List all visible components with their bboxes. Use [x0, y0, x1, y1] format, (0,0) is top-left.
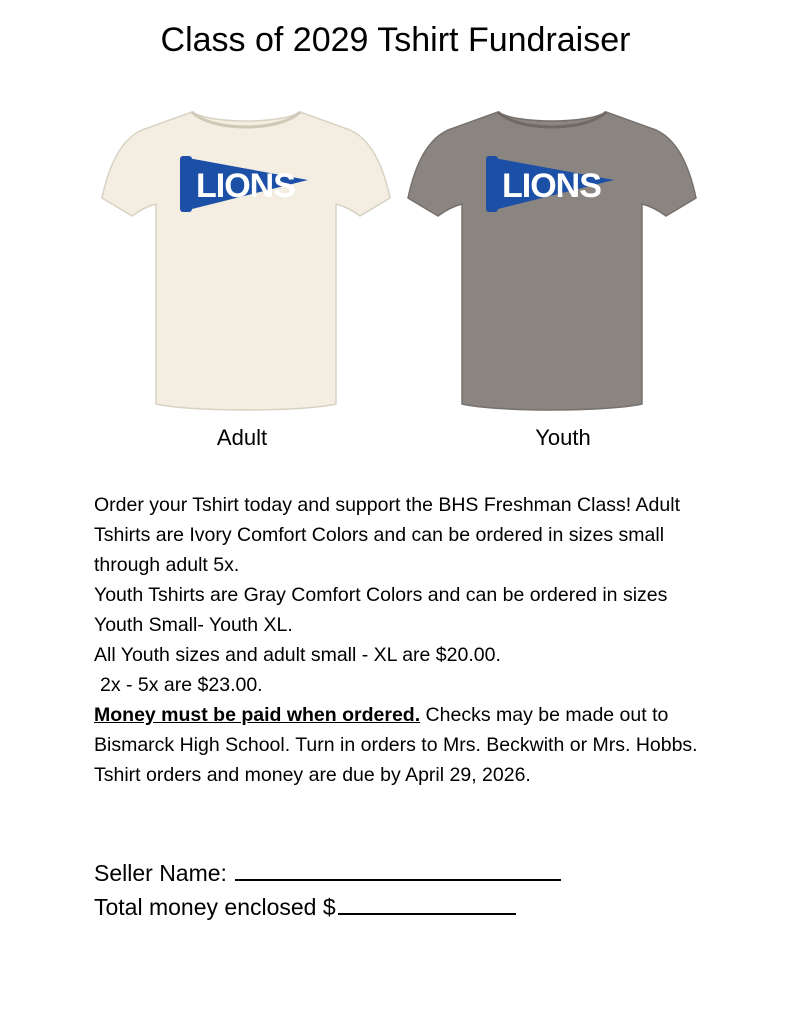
- order-form: [94, 856, 714, 924]
- money-enclosed-row: [94, 890, 714, 924]
- seller-name-blank[interactable]: [235, 857, 561, 881]
- logo-text: LIONS: [196, 167, 295, 205]
- youth-caption: Youth: [535, 425, 591, 450]
- adult-shirt-image: [100, 98, 392, 414]
- shirt-body: [408, 112, 696, 410]
- youth-shirt-image: [406, 98, 698, 414]
- price-line-2x-5x: 2x - 5x are $23.00.: [100, 674, 263, 696]
- payment-details: Checks may be made out to Bismarck High School. Turn in orders to Mrs. Beckwith or Mrs. Hobbs. Tshirt orders and money are due by April 29, 2026.: [94, 704, 698, 786]
- money-enclosed-label: Total money enclosed $: [94, 894, 336, 920]
- logo-text: LIONS: [502, 167, 601, 205]
- shirt-body: [102, 112, 390, 410]
- payment-notice: Money must be paid when ordered.: [94, 704, 421, 726]
- money-enclosed-blank[interactable]: [338, 891, 516, 915]
- payment-paragraph: [94, 700, 714, 790]
- intro-paragraph: Order your Tshirt today and support the BHS Freshman Class! Adult Tshirts are Ivory Comfort Colors and can be ordered in sizes small through adult 5x.: [94, 494, 680, 576]
- page-title: Class of 2029 Tshirt Fundraiser: [160, 21, 631, 59]
- adult-caption: Adult: [216, 425, 268, 450]
- price-line-small-xl: All Youth sizes and adult small - XL are $20.00.: [94, 644, 501, 666]
- youth-paragraph: Youth Tshirts are Gray Comfort Colors and can be ordered in sizes Youth Small- Youth XL.: [94, 584, 668, 636]
- seller-name-label: Seller Name:: [94, 860, 227, 886]
- order-instructions: [94, 490, 714, 790]
- seller-name-row: [94, 856, 714, 890]
